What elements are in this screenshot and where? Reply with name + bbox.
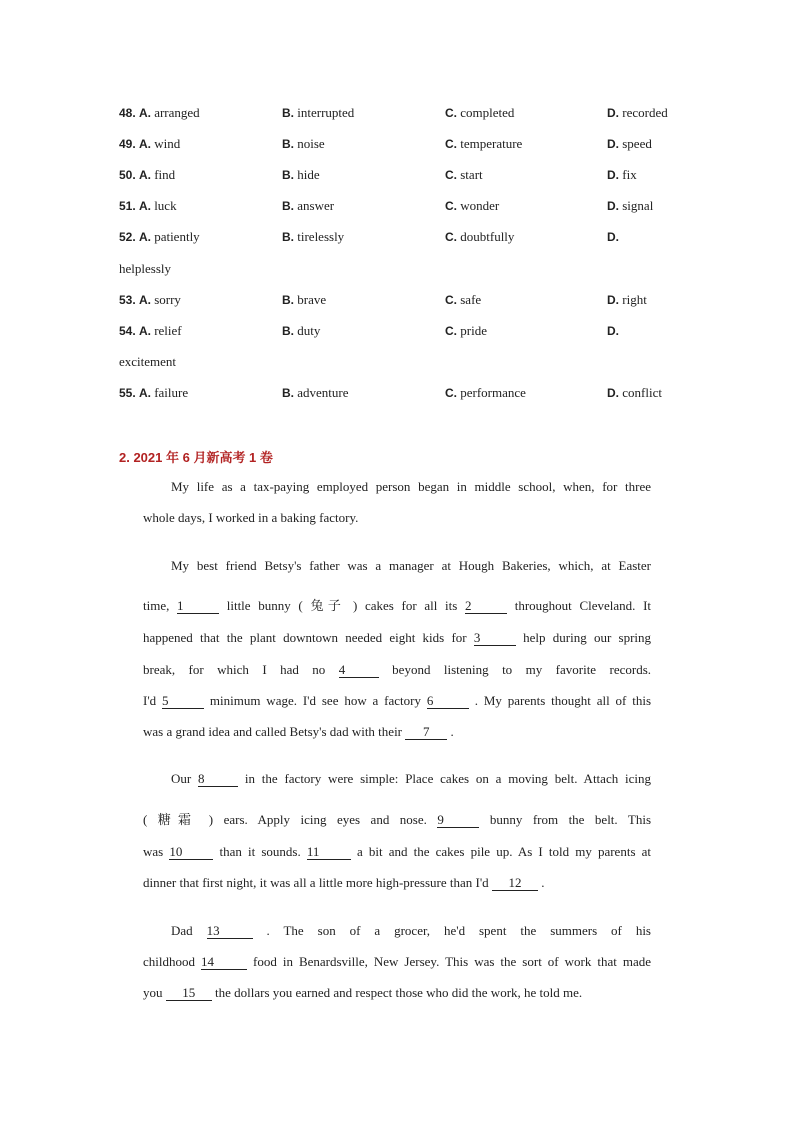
paragraph-4-line-3: you 15 the dollars you earned and respect those who did the work, he told me. — [143, 985, 583, 1000]
paragraph-4-line-2: childhood 14 food in Benardsville, New Jersey. This was the sort of work that made — [143, 954, 651, 969]
option-letter: B. — [282, 324, 294, 338]
option-letter: A. — [138, 199, 151, 213]
option-letter: C. — [445, 324, 457, 338]
option-row — [0, 385, 794, 405]
option-letter: B. — [282, 168, 294, 182]
option-choice[interactable] — [282, 198, 334, 214]
option-row — [0, 105, 794, 125]
option-52-d-continued: helplessly — [119, 261, 171, 276]
option-text: arranged — [154, 105, 200, 120]
paragraph-3-line-1: Our 8 in the factory were simple: Place cakes on a moving belt. Attach icing — [171, 771, 652, 786]
option-letter: C. — [445, 386, 457, 400]
paragraph-2-line-2: time, 1 little bunny ( 兔子 ) cakes for all its 2 throughout Cleveland. It — [143, 598, 652, 614]
option-choice[interactable] — [445, 167, 483, 183]
paragraph-1-line-2: whole days, I worked in a baking factory. — [143, 510, 359, 525]
blank-7[interactable]: 7 — [405, 725, 447, 740]
option-text: speed — [622, 136, 652, 151]
option-row — [0, 292, 794, 312]
option-choice[interactable] — [282, 229, 344, 245]
option-letter: D. — [607, 168, 619, 182]
blank-15[interactable]: 15 — [166, 986, 212, 1001]
option-letter: C. — [445, 137, 457, 151]
option-letter: A. — [138, 168, 151, 182]
option-54-d-continued: excitement — [119, 354, 177, 369]
option-text: safe — [460, 292, 482, 307]
option-text: right — [622, 292, 647, 307]
option-choice[interactable] — [607, 105, 668, 121]
option-text: wind — [154, 136, 181, 151]
option-choice[interactable] — [119, 167, 175, 183]
option-text: duty — [297, 323, 321, 338]
blank-14[interactable]: 14 — [201, 955, 247, 970]
option-letter: C. — [445, 168, 457, 182]
blank-4[interactable]: 4 — [339, 663, 379, 678]
option-letter: B. — [282, 199, 294, 213]
blank-11[interactable]: 11 — [307, 845, 351, 860]
blank-12[interactable]: 12 — [492, 876, 538, 891]
option-letter: B. — [282, 293, 294, 307]
option-text: temperature — [460, 136, 523, 151]
option-letter: A. — [138, 106, 151, 120]
option-row — [0, 167, 794, 187]
option-choice[interactable] — [445, 136, 522, 152]
question-number: 48. — [119, 106, 136, 120]
option-text: conflict — [622, 385, 662, 400]
option-choice[interactable] — [119, 292, 181, 308]
option-choice[interactable] — [282, 105, 354, 121]
question-number: 50. — [119, 168, 136, 182]
question-number: 55. — [119, 386, 136, 400]
blank-13[interactable]: 13 — [207, 924, 253, 939]
option-letter: A. — [138, 230, 151, 244]
blank-8[interactable]: 8 — [198, 772, 238, 787]
option-text: adventure — [297, 385, 349, 400]
option-text: interrupted — [297, 105, 355, 120]
paragraph-2-line-6: was a grand idea and called Betsy's dad with their 7 . — [143, 724, 454, 739]
option-letter: D. — [607, 230, 619, 244]
paragraph-2-line-5: I'd 5 minimum wage. I'd see how a factory 6 . My parents thought all of this — [143, 693, 652, 708]
option-choice[interactable] — [282, 136, 325, 152]
option-text: performance — [460, 385, 526, 400]
option-choice[interactable] — [607, 229, 619, 245]
question-number: 54. — [119, 324, 136, 338]
paragraph-2-line-1: My best friend Betsy's father was a manager at Hough Bakeries, which, at Easter — [171, 558, 651, 573]
blank-2[interactable]: 2 — [465, 599, 507, 614]
option-text: recorded — [622, 105, 668, 120]
option-choice[interactable] — [282, 292, 326, 308]
option-choice[interactable] — [445, 385, 526, 401]
option-choice[interactable] — [282, 323, 320, 339]
option-choice[interactable] — [119, 198, 177, 214]
option-choice[interactable] — [119, 323, 182, 339]
option-text: sorry — [154, 292, 181, 307]
blank-5[interactable]: 5 — [162, 694, 204, 709]
option-text: noise — [297, 136, 325, 151]
option-letter: B. — [282, 106, 294, 120]
option-letter: C. — [445, 199, 457, 213]
option-row — [0, 323, 794, 343]
option-choice[interactable] — [607, 385, 662, 401]
question-number: 51. — [119, 199, 136, 213]
blank-10[interactable]: 10 — [169, 845, 213, 860]
blank-9[interactable]: 9 — [437, 813, 479, 828]
paragraph-3-line-3: was 10 than it sounds. 11 a bit and the cakes pile up. As I told my parents at — [143, 844, 652, 859]
option-letter: D. — [607, 386, 619, 400]
blank-1[interactable]: 1 — [177, 599, 219, 614]
option-text: wonder — [460, 198, 500, 213]
paragraph-4-line-1: Dad 13 . The son of a grocer, he'd spent the summers of his — [171, 923, 651, 938]
option-letter: A. — [138, 324, 151, 338]
option-row — [0, 136, 794, 156]
option-text: answer — [297, 198, 335, 213]
option-text: doubtfully — [460, 229, 515, 244]
option-text: start — [460, 167, 483, 182]
option-letter: C. — [445, 293, 457, 307]
question-number: 52. — [119, 230, 136, 244]
blank-3[interactable]: 3 — [474, 631, 516, 646]
option-choice[interactable] — [119, 105, 200, 121]
option-choice[interactable] — [607, 292, 647, 308]
option-text: signal — [622, 198, 654, 213]
option-choice[interactable] — [445, 292, 481, 308]
paragraph-2-line-3: happened that the plant downtown needed eight kids for 3 help during our spring — [143, 630, 652, 645]
option-choice[interactable] — [445, 198, 499, 214]
option-letter: C. — [445, 106, 457, 120]
option-text: pride — [460, 323, 487, 338]
option-letter: D. — [607, 106, 619, 120]
option-choice[interactable] — [445, 105, 514, 121]
option-letter: B. — [282, 386, 294, 400]
option-text: fix — [622, 167, 637, 182]
paragraph-3-line-2: ( 糖霜 ) ears. Apply icing eyes and nose. 9 bunny from the belt. This — [143, 812, 652, 828]
option-choice[interactable] — [607, 323, 619, 339]
option-text: failure — [154, 385, 189, 400]
paragraph-3-line-4: dinner that first night, it was all a little more high-pressure than I'd 12 . — [143, 875, 545, 890]
option-row — [0, 198, 794, 218]
question-number: 49. — [119, 137, 136, 151]
option-choice[interactable] — [607, 198, 653, 214]
option-letter: A. — [138, 386, 151, 400]
option-choice[interactable] — [445, 323, 487, 339]
question-number: 53. — [119, 293, 136, 307]
paragraph-1-line-1: My life as a tax-paying employed person began in middle school, when, for three — [171, 479, 651, 494]
option-choice[interactable] — [282, 167, 320, 183]
option-letter: D. — [607, 324, 619, 338]
blank-6[interactable]: 6 — [427, 694, 469, 709]
option-text: brave — [297, 292, 327, 307]
option-choice[interactable] — [607, 167, 637, 183]
option-letter: C. — [445, 230, 457, 244]
option-text: find — [154, 167, 176, 182]
option-text: tirelessly — [297, 229, 345, 244]
option-choice[interactable] — [119, 385, 188, 401]
option-choice[interactable] — [445, 229, 514, 245]
option-text: completed — [460, 105, 515, 120]
option-letter: D. — [607, 293, 619, 307]
option-choice[interactable] — [282, 385, 349, 401]
option-letter: D. — [607, 199, 619, 213]
option-text: patiently — [154, 229, 200, 244]
option-letter: B. — [282, 230, 294, 244]
option-text: luck — [154, 198, 177, 213]
option-text: hide — [297, 167, 320, 182]
section-heading: 2. 2021 年 6 月新高考 1 卷 — [119, 450, 273, 465]
option-choice[interactable] — [119, 136, 180, 152]
option-text: relief — [154, 323, 182, 338]
option-choice[interactable] — [607, 136, 652, 152]
option-choice[interactable] — [119, 229, 200, 245]
option-letter: B. — [282, 137, 294, 151]
option-letter: A. — [138, 293, 151, 307]
option-letter: A. — [138, 137, 151, 151]
option-row — [0, 229, 794, 249]
option-letter: D. — [607, 137, 619, 151]
paragraph-2-line-4: break, for which I had no 4 beyond listening to my favorite records. — [143, 662, 652, 677]
